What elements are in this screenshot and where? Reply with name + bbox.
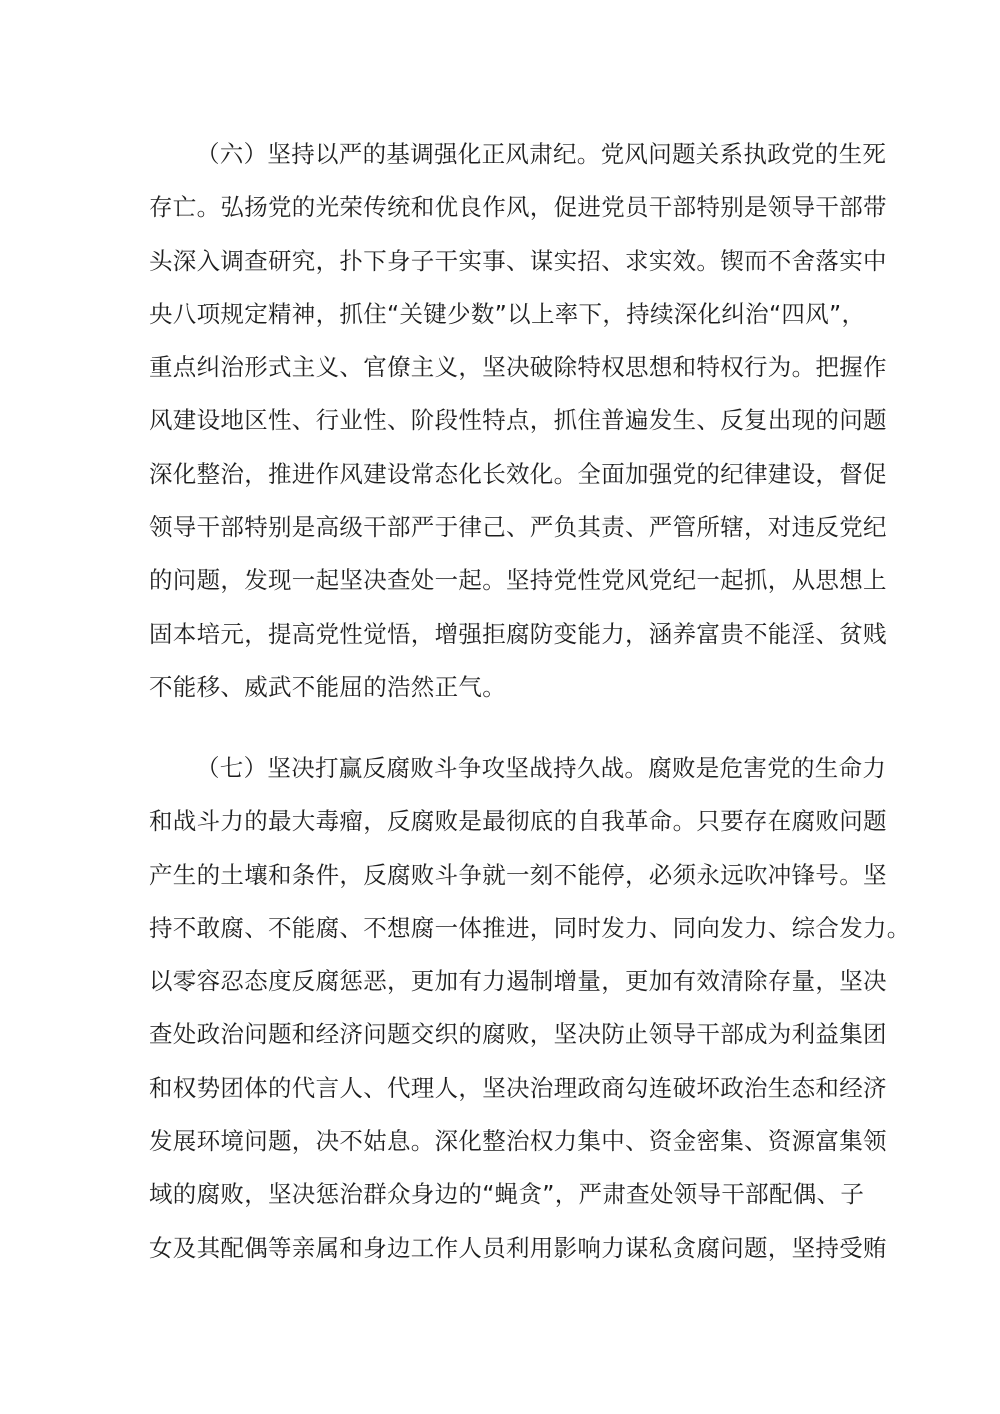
text-line: 和战斗力的最大毒瘤，反腐败是最彻底的自我革命。只要存在腐败问题 (149, 807, 887, 836)
text-line: 以零容忍态度反腐惩恶，更加有力遏制增量，更加有效清除存量，坚决 (149, 967, 887, 996)
text-line: 存亡。弘扬党的光荣传统和优良作风，促进党员干部特别是领导干部带 (149, 193, 887, 222)
text-line: （六）坚持以严的基调强化正风肃纪。党风问题关系执政党的生死 (196, 140, 887, 168)
text-line: 央八项规定精神，抓住“关键少数”以上率下，持续深化纠治“四风”， (149, 299, 866, 328)
text-line: 领导干部特别是高级干部严于律己、严负其责、严管所辖，对违反党纪 (149, 513, 887, 542)
paragraph-six (149, 128, 887, 714)
text-line: 女及其配偶等亲属和身边工作人员利用影响力谋私贪腐问题，坚持受贿 (149, 1233, 887, 1262)
text-line: 头深入调查研究，扑下身子干实事、谋实招、求实效。锲而不舍落实中 (149, 246, 887, 275)
paragraph-seven (149, 742, 911, 1275)
text-line: 的问题，发现一起坚决查处一起。坚持党性党风党纪一起抓，从思想上 (149, 566, 887, 595)
text-line: 查处政治问题和经济问题交织的腐败，坚决防止领导干部成为利益集团 (149, 1020, 887, 1049)
text-line: 风建设地区性、行业性、阶段性特点，抓住普遍发生、反复出现的问题 (149, 406, 887, 435)
text-line: 产生的土壤和条件，反腐败斗争就一刻不能停，必须永远吹冲锋号。坚 (149, 860, 887, 889)
text-line: （七）坚决打赢反腐败斗争攻坚战持久战。腐败是危害党的生命力 (196, 754, 887, 782)
text-line: 不能移、威武不能屈的浩然正气。 (149, 672, 506, 701)
text-line: 发展环境问题，决不姑息。深化整治权力集中、资金密集、资源富集领 (149, 1127, 887, 1156)
text-line: 和权势团体的代言人、代理人，坚决治理政商勾连破坏政治生态和经济 (149, 1073, 887, 1102)
text-line: 域的腐败，坚决惩治群众身边的“蝇贪”，严肃查处领导干部配偶、子 (149, 1180, 865, 1209)
text-line: 持不敢腐、不能腐、不想腐一体推进，同时发力、同向发力、综合发力。 (149, 913, 911, 942)
text-line: 重点纠治形式主义、官僚主义，坚决破除特权思想和特权行为。把握作 (149, 353, 887, 382)
text-line: 固本培元，提高党性觉悟，增强拒腐防变能力，涵养富贵不能淫、贫贱 (149, 619, 887, 648)
text-line: 深化整治，推进作风建设常态化长效化。全面加强党的纪律建设，督促 (149, 459, 887, 488)
